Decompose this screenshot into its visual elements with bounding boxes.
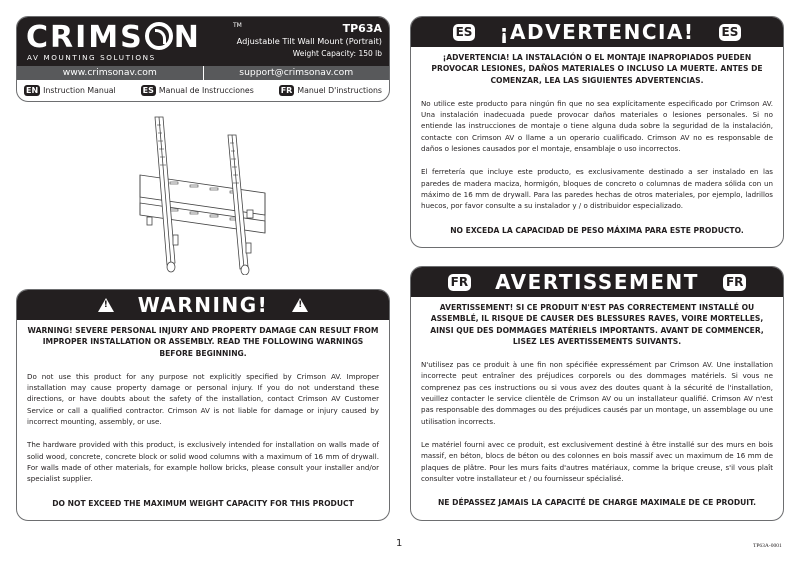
product-description: Adjustable Tilt Wall Mount (Portrait): [236, 36, 382, 46]
website-link[interactable]: www.crimsonav.com: [62, 67, 157, 78]
warning-panel-en: [16, 289, 390, 521]
logo-text-end: N: [173, 20, 201, 55]
warning-body-es: [411, 47, 783, 235]
weight-capacity-notice: DO NOT EXCEED THE MAXIMUM WEIGHT CAPACITY FOR THIS PRODUCT: [52, 498, 354, 508]
warning-paragraph-1: N'utilisez pas ce produit à une fin non spécifiée expressément par Crimson AV. Une installation incorrecte peut entraîner des préjudices corporels ou des dommages matériels. Si vous ne comprenez pas ces instructions ou si vous avez des doutes quant à la sécurité de l'installation, veuillez contacter le service clientèle de Crimson AV ou un installateur qualifié. Crimson AV n'est pas responsable des dommages ou des préjudices causés par un montage, un assemblage ou une utilisation incorrects.: [421, 360, 773, 426]
warning-header-fr: [411, 267, 783, 297]
language-badge: FR: [280, 86, 293, 95]
logo-swirl-icon: [145, 22, 173, 50]
language-badge-es: ES: [719, 24, 742, 41]
language-badge-fr: FR: [448, 274, 471, 291]
warning-paragraph-1: No utilice este producto para ningún fin que no sea explícitamente especificado por Crimson AV. Una instalación inadecuada puede provocar daños materiales o lesiones personales. Si no entiende las instrucciones de montaje o tiene alguna duda sobre la seguridad de la instalación, contacte con Crimson AV o llame a un operario cualificado. Crimson AV no es responsable de daños o lesiones causados por el montaje, ensamblaje o uso incorrectos.: [421, 98, 773, 154]
warning-panel-es: [410, 16, 784, 248]
warning-title: AVERTISSEMENT: [495, 270, 699, 294]
product-illustration: [135, 115, 270, 275]
warning-paragraph-2: Le matériel fourni avec ce produit, est exclusivement destiné à être installé sur des murs en bois massif, en béton, blocs de béton ou des colonnes en bois massif avec un maximum de 16 mm de plaques de plâtre. Pour les murs faits d'autres matériaux, comme la brique creuse, s'il vous plaît consulter votre installateur et / ou fournisseur spécialisé.: [421, 439, 773, 483]
crimson-logo: [26, 22, 201, 54]
language-badge-es: ES: [453, 24, 476, 41]
support-email-link[interactable]: support@crimsonav.com: [239, 67, 354, 78]
warning-lead: AVERTISSEMENT! SI CE PRODUIT N'EST PAS CORRECTEMENT INSTALLÉ OU ASSEMBLÉ, IL RISQUE DE CAUSER DES BLESSURES RAVES, VOIRE MORTELLES, AINSI QUE DES DOMMAGES MATÉRIELS IMPORTANTS. AVANT DE COMMENCER, LISEZ LES AVERTISSEMENTS SUIVANTS.: [430, 303, 764, 346]
header-card: [16, 16, 390, 102]
product-info: [237, 22, 382, 60]
warning-body-en: [17, 320, 389, 508]
warning-body-fr: [411, 297, 783, 507]
warning-lead: ¡ADVERTENCIA! LA INSTALACIÓN O EL MONTAJE INAPROPIADOS PUEDEN PROVOCAR LESIONES, DAÑOS MATERIALES O INCLUSO LA MUERTE. ANTES DE COMENZAR, LEA LAS SIGUIENTES ADVERTENCIAS.: [431, 53, 763, 85]
page-number: 1: [396, 538, 403, 549]
warning-lead: WARNING! SEVERE PERSONAL INJURY AND PROPERTY DAMAGE CAN RESULT FROM IMPROPER INSTALLATION OR ASSEMBLY. READ THE FOLLOWING WARNINGS BEFORE BEGINNING.: [27, 326, 379, 358]
trademark: TM: [233, 22, 242, 29]
language-label: Manual de Instrucciones: [158, 86, 254, 95]
language-badge-fr: FR: [723, 274, 746, 291]
warning-paragraph-2: El ferretería que incluye este producto, es exclusivamente destinado a ser instalado en las paredes de madera maciza, hormigón, bloques de concreto o columnas de madera sólida con un máximo de 16 mm de drywall. Para las paredes hechas de otros materiales, por ejemplo, ladrillos huecos, por favor consulte a su instalador y / o distribuidor especializado.: [421, 167, 773, 211]
logo-text: CRIMS: [26, 20, 144, 55]
warning-title: ¡ADVERTENCIA!: [499, 20, 695, 44]
language-es: [141, 85, 254, 96]
language-en: [24, 85, 116, 96]
header-brand-bar: [17, 17, 389, 66]
warning-paragraph-2: The hardware provided with this product, is exclusively intended for installation on walls made of solid wood, concrete, concrete block or solid wood columns with a maximum of 16 mm of drywall. For walls made of other materials, for example hollow bricks, please consult your installer and/or specialist supplier.: [27, 440, 379, 484]
document-id: TP63A-0001: [753, 543, 782, 549]
warning-triangle-icon: [292, 298, 308, 312]
warning-title: WARNING!: [137, 293, 269, 317]
language-label: Instruction Manual: [43, 86, 116, 95]
warning-paragraph-1: Do not use this product for any purpose not explicitly specified by Crimson AV. Improper installation may cause property damage or personal injury. If you do not understand these directions, or have doubts about the safety of the installation, contact Crimson AV Customer Service or call a qualified contractor. Crimson AV is not liable for damage or injury caused by incorrect mounting, assembly, or use.: [27, 371, 379, 427]
weight-capacity: Weight Capacity: 150 lb: [292, 49, 382, 58]
warning-header-en: [17, 290, 389, 320]
warning-header-es: [411, 17, 783, 47]
weight-capacity-notice: NO EXCEDA LA CAPACIDAD DE PESO MÁXIMA PARA ESTE PRODUCTO.: [450, 225, 744, 235]
language-label: Manuel D'instructions: [297, 86, 382, 95]
logo-tagline: AV MOUNTING SOLUTIONS: [27, 53, 156, 62]
contact-bar: [17, 66, 389, 80]
weight-capacity-notice: NE DÉPASSEZ JAMAIS LA CAPACITÉ DE CHARGE MAXIMALE DE CE PRODUIT.: [437, 498, 757, 508]
language-badge: EN: [26, 86, 39, 95]
language-badge: ES: [142, 86, 154, 95]
tilt-wall-mount-bracket-icon: [135, 115, 270, 275]
language-list: [17, 80, 389, 101]
warning-triangle-icon: [98, 298, 114, 312]
model-number: TP63A: [342, 22, 382, 35]
language-fr: [279, 85, 382, 96]
warning-panel-fr: [410, 266, 784, 521]
